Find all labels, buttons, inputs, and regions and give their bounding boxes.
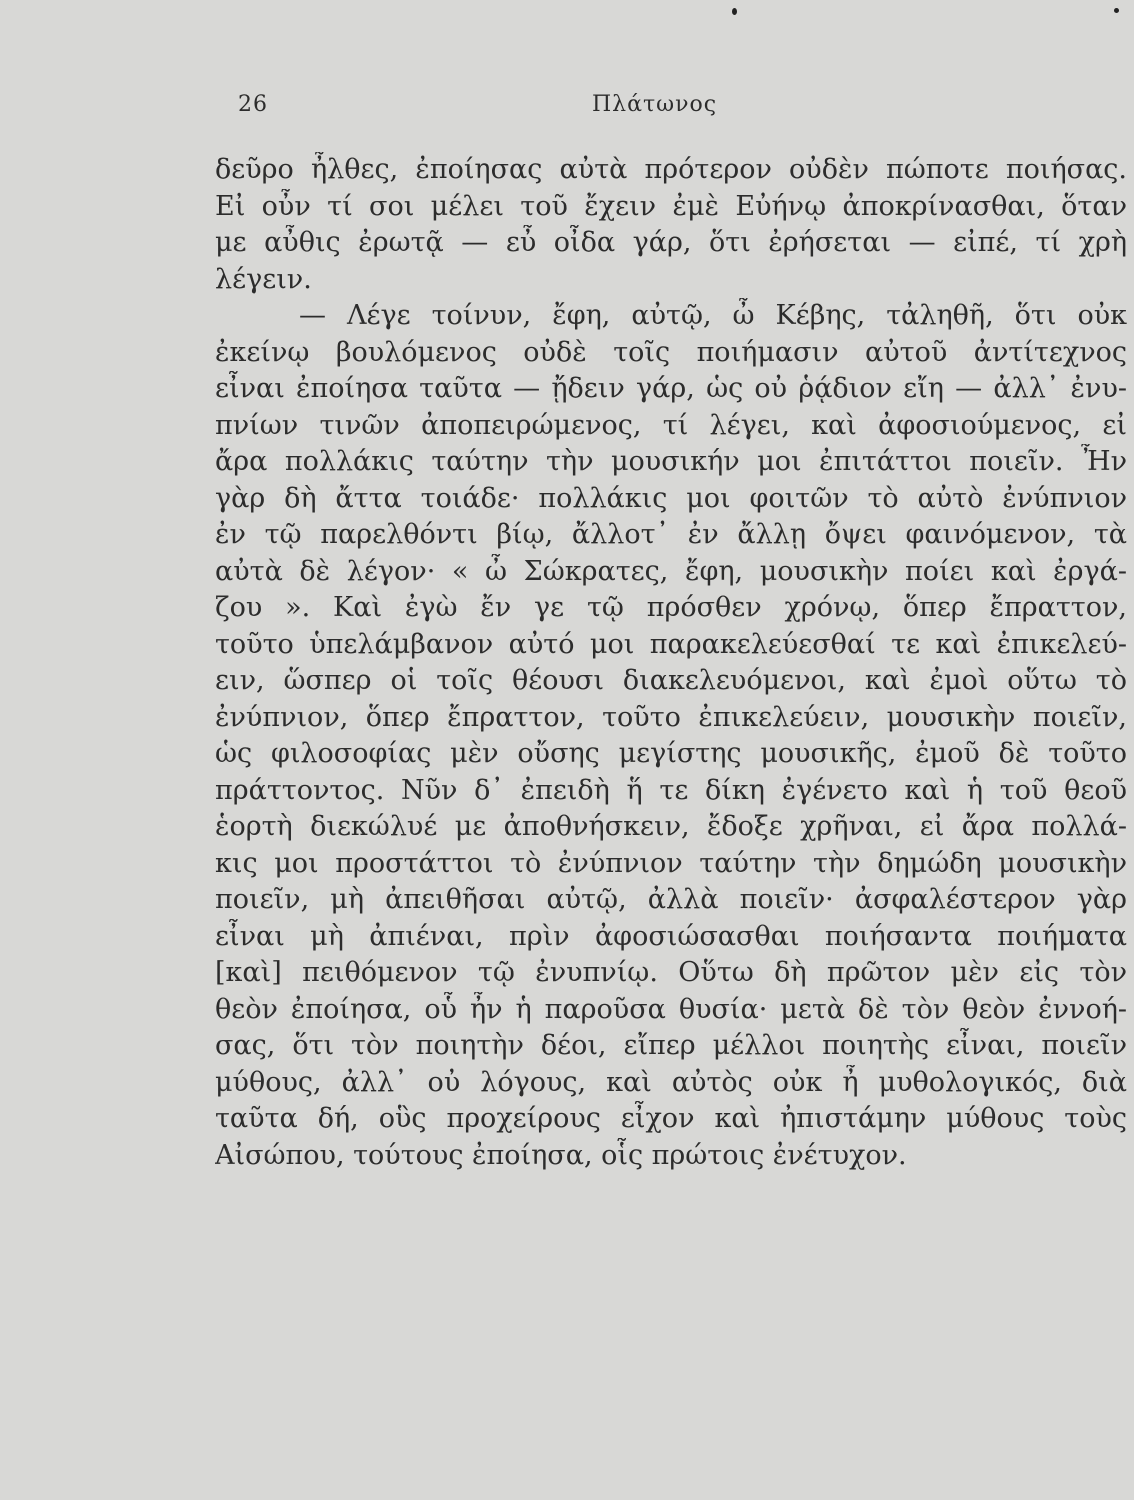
- text-line: εἶναι ἐποίησα ταῦτα — ᾔδειν γάρ, ὡς οὐ ῥᾴδιον εἴη — ἀλλ᾽ ἐνυ-: [215, 373, 1127, 404]
- text-line: ζου ». Καὶ ἐγὼ ἔν γε τῷ πρόσθεν χρόνῳ, ὅπερ ἔπραττον,: [215, 592, 1127, 623]
- ink-speck: [732, 8, 737, 15]
- text-line: ἐνύπνιον, ὅπερ ἔπραττον, τοῦτο ἐπικελεύειν, μουσικὴν ποιεῖν,: [215, 701, 1127, 733]
- text-line: ειν, ὥσπερ οἱ τοῖς θέουσι διακελευόμενοι, καὶ ἐμοὶ οὕτω τὸ: [215, 665, 1127, 696]
- text-line: ἐκείνῳ βουλόμενος οὐδὲ τοῖς ποιήμασιν αὐτοῦ ἀντίτεχνος: [215, 336, 1127, 368]
- text-line: πνίων τινῶν ἀποπειρώμενος, τί λέγει, καὶ ἀφοσιούμενος, εἰ: [215, 409, 1127, 441]
- text-line: ἄρα πολλάκις ταύτην τὴν μουσικήν μοι ἐπιτάττοι ποιεῖν. Ἦν: [215, 446, 1127, 477]
- text-line: δεῦρο ἦλθες, ἐποίησας αὐτὰ πρότερον οὐδὲν πώποτε ποιήσας.: [215, 154, 1127, 185]
- text-line: εἶναι μὴ ἀπιέναι, πρὶν ἀφοσιώσασθαι ποιήσαντα ποιήματα: [215, 920, 1127, 952]
- text-line: λέγειν.: [215, 263, 312, 295]
- text-line: ὡς φιλοσοφίας μὲν οὔσης μεγίστης μουσικῆς, ἐμοῦ δὲ τοῦτο: [215, 738, 1127, 769]
- text-line: τοῦτο ὑπελάμβανον αὐτό μοι παρακελεύεσθαί τε καὶ ἐπικελεύ-: [215, 628, 1127, 660]
- text-line: — Λέγε τοίνυν, ἔφη, αὐτῷ, ὦ Κέβης, τἀληθῆ, ὅτι οὐκ: [299, 300, 1127, 331]
- text-line: ἑορτὴ διεκώλυέ με ἀποθνήσκειν, ἔδοξε χρῆναι, εἰ ἄρα πολλά-: [215, 811, 1127, 842]
- text-line: κις μοι προστάττοι τὸ ἐνύπνιον ταύτην τὴν δημώδη μουσικὴν: [215, 847, 1127, 879]
- text-line: Αἰσώπου, τούτους ἐποίησα, οἷς πρώτοις ἐνέτυχον.: [215, 1139, 907, 1171]
- text-line: γὰρ δὴ ἄττα τοιάδε· πολλάκις μοι φοιτῶν τὸ αὐτὸ ἐνύπνιον: [215, 482, 1127, 514]
- text-line: αὐτὰ δὲ λέγον· « ὦ Σώκρατες, ἔφη, μουσικὴν ποίει καὶ ἐργά-: [215, 555, 1127, 587]
- text-line: [καὶ] πειθόμενον τῷ ἐνυπνίῳ. Οὕτω δὴ πρῶτον μὲν εἰς τὸν: [215, 957, 1127, 988]
- text-line: ποιεῖν, μὴ ἀπειθῆσαι αὐτῷ, ἀλλὰ ποιεῖν· ἀσφαλέστερον γὰρ: [215, 884, 1127, 915]
- text-line: πράττοντος. Νῦν δ᾽ ἐπειδὴ ἥ τε δίκη ἐγένετο καὶ ἡ τοῦ θεοῦ: [215, 774, 1127, 806]
- text-line: Εἰ οὖν τί σοι μέλει τοῦ ἔχειν ἐμὲ Εὐήνῳ ἀποκρίνασθαι, ὅταν: [215, 190, 1127, 222]
- page-number: 26: [238, 92, 268, 117]
- text-line: με αὖθις ἐρωτᾷ — εὖ οἶδα γάρ, ὅτι ἐρήσεται — εἰπέ, τί χρὴ: [215, 227, 1127, 258]
- text-line: θεὸν ἐποίησα, οὗ ἦν ἡ παροῦσα θυσία· μετὰ δὲ τὸν θεὸν ἐννοή-: [215, 993, 1127, 1025]
- ink-speck: [1114, 8, 1119, 13]
- text-line: ἐν τῷ παρελθόντι βίῳ, ἄλλοτ᾽ ἐν ἄλλῃ ὄψει φαινόμενον, τὰ: [215, 519, 1127, 550]
- text-line: μύθους, ἀλλ᾽ οὐ λόγους, καὶ αὐτὸς οὐκ ἦ μυθολογικός, διὰ: [215, 1066, 1127, 1098]
- running-title: Πλάτωνος: [592, 92, 718, 117]
- body-text: [215, 152, 1127, 1174]
- text-line: ταῦτα δή, οὓς προχείρους εἶχον καὶ ἠπιστάμην μύθους τοὺς: [215, 1103, 1127, 1134]
- page-header: [0, 92, 1134, 132]
- text-line: σας, ὅτι τὸν ποιητὴν δέοι, εἴπερ μέλλοι ποιητὴς εἶναι, ποιεῖν: [215, 1030, 1127, 1061]
